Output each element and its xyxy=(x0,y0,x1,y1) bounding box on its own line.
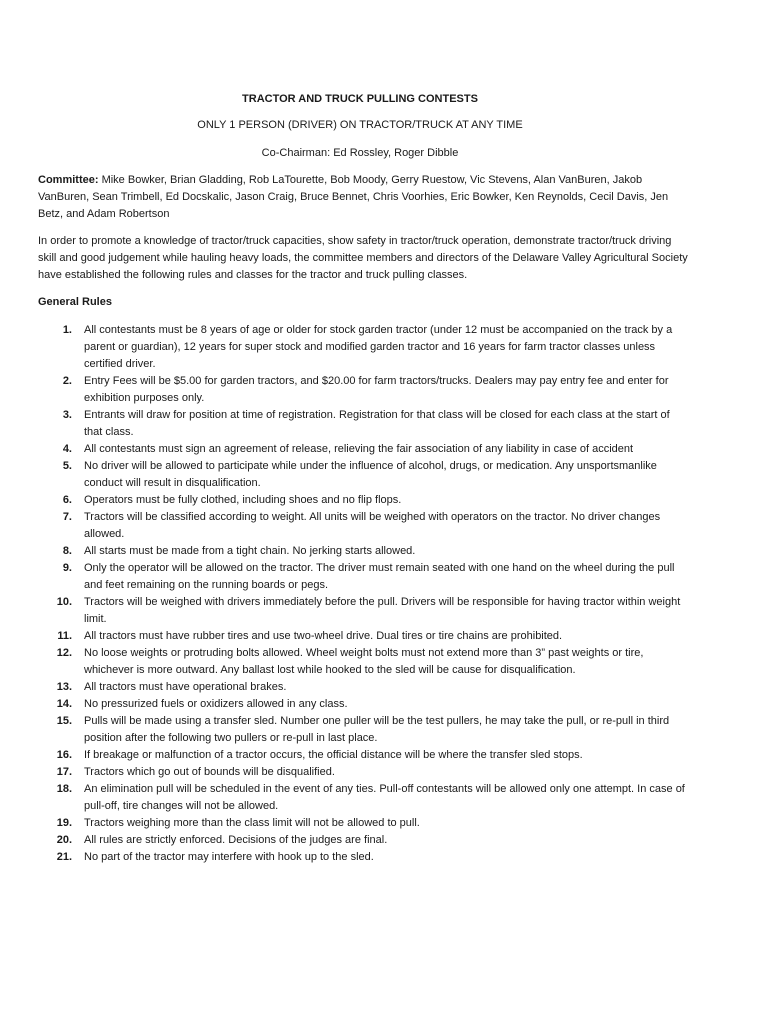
rule-number: 5. xyxy=(62,460,72,472)
rule-number: 3. xyxy=(62,409,72,421)
committee-label: Committee: xyxy=(38,174,99,186)
rule-number: 15. xyxy=(56,715,72,727)
rule-number: 16. xyxy=(56,749,72,761)
committee-paragraph xyxy=(38,172,688,223)
rule-text: Tractors which go out of bounds will be disqualified. xyxy=(84,766,335,778)
rule-number: 20. xyxy=(56,834,72,846)
rule-text: No pressurized fuels or oxidizers allowed in any class. xyxy=(84,698,348,710)
rule-item xyxy=(38,458,688,492)
rule-text: All starts must be made from a tight chain. No jerking starts allowed. xyxy=(84,545,416,557)
rule-item xyxy=(38,322,688,373)
rule-number: 12. xyxy=(56,647,72,659)
rule-text: Tractors will be classified according to weight. All units will be weighed with operators on the tractor. No driver changes allowed. xyxy=(84,511,661,540)
rule-number: 21. xyxy=(56,851,72,863)
rule-item xyxy=(38,679,688,696)
rule-number: 4. xyxy=(62,443,72,455)
rule-text: All rules are strictly enforced. Decisions of the judges are final. xyxy=(84,834,388,846)
rule-text: An elimination pull will be scheduled in the event of any ties. Pull-off contestants will be allowed only one attempt. In case of pull-off, tire changes will not be allowed. xyxy=(84,783,685,812)
committee-members: Mike Bowker, Brian Gladding, Rob LaTourette, Bob Moody, Gerry Ruestow, Vic Stevens, Alan VanBuren, Jakob VanBuren, Sean Trimbell, Ed Docskalic, Jason Craig, Bruce Bennet, Chris Voorhies, Eric Bowker, Ken Reynolds, Cecil Davis, Jen Betz, and Adam Robertson xyxy=(38,174,669,220)
rule-number: 8. xyxy=(62,545,72,557)
rule-number: 17. xyxy=(56,766,72,778)
rule-item xyxy=(38,849,688,866)
rule-number: 6. xyxy=(62,494,72,506)
rule-item xyxy=(38,713,688,747)
rule-text: Entry Fees will be $5.00 for garden tractors, and $20.00 for farm tractors/trucks. Dealers may pay entry fee and enter for exhibition purposes only. xyxy=(84,375,669,404)
rule-text: No part of the tractor may interfere with hook up to the sled. xyxy=(84,851,374,863)
rule-text: If breakage or malfunction of a tractor occurs, the official distance will be where the transfer sled stops. xyxy=(84,749,583,761)
rule-number: 1. xyxy=(62,324,72,336)
rule-text: Pulls will be made using a transfer sled. Number one puller will be the test pullers, he may take the pull, or re-pull in third position after the following two pullers or re-pull in last place. xyxy=(84,715,670,744)
rule-item xyxy=(38,645,688,679)
rule-text: No driver will be allowed to participate while under the influence of alcohol, drugs, or medication. Any unsportsmanlike conduct will result in disqualification. xyxy=(84,460,657,489)
rule-text: Tractors weighing more than the class limit will not be allowed to pull. xyxy=(84,817,420,829)
rule-number: 18. xyxy=(56,783,72,795)
rule-item xyxy=(38,815,688,832)
rule-text: No loose weights or protruding bolts allowed. Wheel weight bolts must not extend more than 3” past weights or tire, whichever is more outward. Any ballast lost while hooked to the sled will be cause for disqualification. xyxy=(84,647,644,676)
rule-number: 10. xyxy=(56,596,72,608)
rule-item xyxy=(38,594,688,628)
rule-number: 11. xyxy=(57,630,72,642)
rule-item xyxy=(38,509,688,543)
intro-paragraph: In order to promote a knowledge of tractor/truck capacities, show safety in tractor/truck operation, demonstrate tractor/truck driving skill and good judgement while hauling heavy loads, the committee members and directors of the Delaware Valley Agricultural Society have established the following rules and classes for the tractor and truck pulling classes. xyxy=(38,235,688,281)
rule-text: All tractors must have operational brakes. xyxy=(84,681,287,693)
rule-number: 13. xyxy=(56,681,72,693)
rule-item xyxy=(38,441,688,458)
rule-number: 14. xyxy=(56,698,72,710)
general-rules-list xyxy=(38,322,688,866)
rule-item xyxy=(38,492,688,509)
rule-text: Only the operator will be allowed on the tractor. The driver must remain seated with one hand on the wheel during the pull and feet remaining on the running boards or pegs. xyxy=(84,562,675,591)
rule-item xyxy=(38,560,688,594)
rule-number: 2. xyxy=(62,375,72,387)
rule-item xyxy=(38,407,688,441)
rule-item xyxy=(38,764,688,781)
rule-number: 9. xyxy=(62,562,72,574)
general-rules-heading: General Rules xyxy=(38,296,112,308)
rule-text: Tractors will be weighed with drivers immediately before the pull. Drivers will be responsible for having tractor within weight limit. xyxy=(84,596,681,625)
rule-number: 19. xyxy=(56,817,72,829)
rule-item xyxy=(38,373,688,407)
document-title: TRACTOR AND TRUCK PULLING CONTESTS xyxy=(242,93,478,105)
rule-text: All contestants must sign an agreement of release, relieving the fair association of any liability in case of accident xyxy=(84,443,634,455)
rule-item xyxy=(38,696,688,713)
rule-text: All tractors must have rubber tires and use two-wheel drive. Dual tires or tire chains are prohibited. xyxy=(84,630,563,642)
rule-number: 7. xyxy=(62,511,72,523)
rule-item xyxy=(38,628,688,645)
rule-item xyxy=(38,781,688,815)
rule-item xyxy=(38,543,688,560)
document-subtitle: ONLY 1 PERSON (DRIVER) ON TRACTOR/TRUCK AT ANY TIME xyxy=(197,119,523,131)
rule-item xyxy=(38,747,688,764)
co-chairman-line: Co-Chairman: Ed Rossley, Roger Dibble xyxy=(261,147,459,159)
rule-text: All contestants must be 8 years of age or older for stock garden tractor (under 12 must be accompanied on the track by a parent or guardian), 12 years for super stock and modified garden tractor and 16 years for farm tractor classes unless certified driver. xyxy=(84,324,673,370)
rule-text: Entrants will draw for position at time of registration. Registration for that class will be closed for each class at the start of that class. xyxy=(84,409,670,438)
rule-text: Operators must be fully clothed, including shoes and no flip flops. xyxy=(84,494,402,506)
rule-item xyxy=(38,832,688,849)
